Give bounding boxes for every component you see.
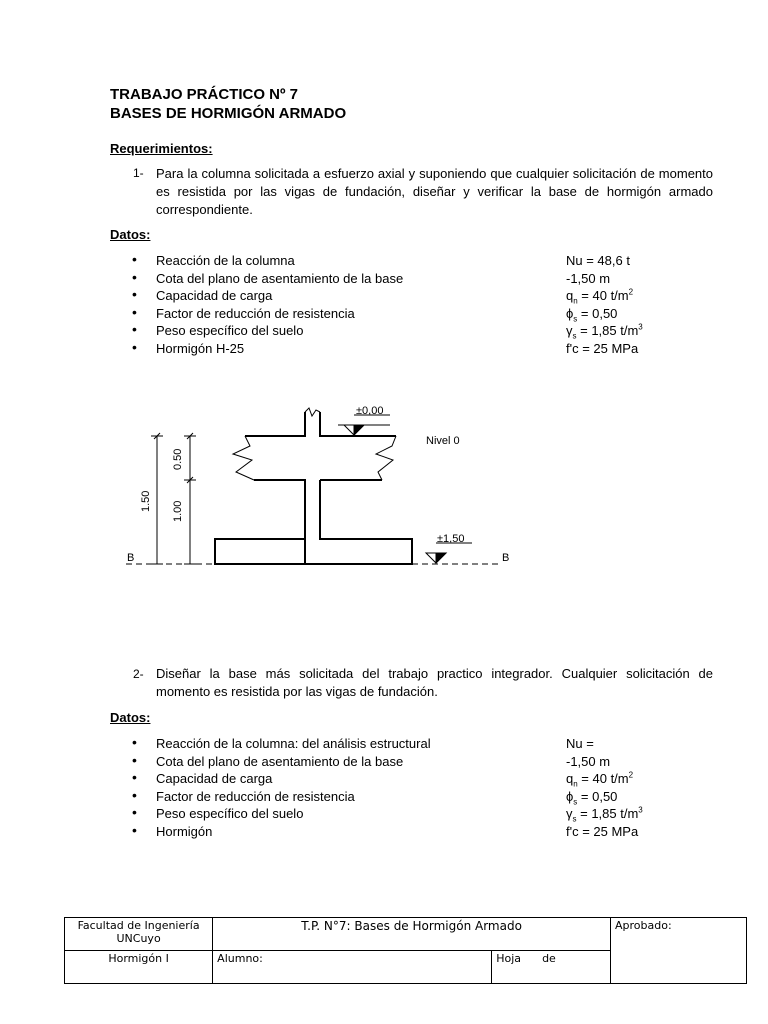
datos-label: Reacción de la columna: del análisis estructural: [156, 736, 431, 751]
bullet-icon: •: [132, 338, 137, 355]
datos-value: -1,50 m: [566, 270, 611, 286]
value-main: = 40 t/m: [577, 288, 629, 304]
datos-row: [110, 305, 730, 323]
course-cell: Hormigón I: [65, 951, 213, 984]
datos-label: Hormigón: [156, 823, 213, 839]
value-symbol: q: [566, 288, 574, 304]
requirement-2-text: Diseñar la base más solicitada del trabajo practico integrador. Cualquier solicitación de momento es resistida por las vigas de fundación.: [156, 666, 713, 699]
level-marker-top: [338, 415, 390, 435]
value-superscript: 2: [628, 287, 634, 297]
value-symbol: γ: [566, 323, 573, 339]
level-top-label: ±0,00: [356, 405, 384, 417]
dimension-total: 1.50: [140, 490, 152, 512]
value-main: = 1,85 t/m: [576, 323, 639, 339]
value-superscript: 3: [638, 806, 643, 816]
nivel-label: Nivel 0: [426, 435, 460, 447]
datos-label: Cota del plano de asentamiento de la base: [156, 753, 404, 769]
datos-label: Factor de reducción de resistencia: [156, 305, 355, 321]
requirements-heading: Requerimientos:: [110, 141, 213, 156]
bullet-icon: •: [132, 769, 137, 786]
document-title: TRABAJO PRÁCTICO Nº 7: [110, 86, 298, 103]
datos-row: [110, 340, 730, 358]
datos-1-heading: Datos:: [110, 227, 151, 242]
value-symbol: ϕ: [566, 788, 574, 804]
value-symbol: γ: [566, 806, 573, 822]
tp-title-cell: T.P. N°7: Bases de Hormigón Armado: [213, 918, 611, 951]
bullet-icon: •: [132, 751, 137, 768]
datos-2-list: [110, 735, 730, 841]
datos-row: [110, 322, 730, 340]
datos-label: Factor de reducción de resistencia: [156, 788, 355, 804]
bullet-icon: •: [132, 321, 137, 338]
value-subscript: s: [572, 331, 577, 341]
value-subscript: s: [572, 814, 577, 824]
bullet-icon: •: [132, 268, 137, 285]
faculty-cell: Facultad de Ingeniería UNCuyo: [65, 918, 213, 951]
section-b-left: B: [127, 552, 135, 564]
dimension-lower: 1.00: [172, 500, 184, 522]
value-symbol: q: [566, 771, 574, 787]
datos-label: Hormigón H-25: [156, 340, 245, 356]
value-subscript: s: [573, 314, 578, 324]
datos-1-list: [110, 252, 730, 358]
datos-row: [110, 735, 730, 753]
datos-row: [110, 753, 730, 771]
dimension-upper: 0.50: [172, 448, 184, 470]
value-main: = 0,50: [577, 788, 618, 804]
datos-value: [566, 770, 633, 788]
bullet-icon: •: [132, 821, 137, 838]
datos-value: -1,50 m: [566, 753, 611, 769]
datos-label: Peso específico del suelo: [156, 806, 304, 822]
datos-label: Cota del plano de asentamiento de la base: [156, 270, 404, 286]
value-superscript: 2: [628, 770, 634, 780]
hoja-cell: [492, 951, 611, 984]
datos-value: Nu = 48,6 t: [566, 253, 630, 268]
bullet-icon: •: [132, 286, 137, 303]
datos-label: Capacidad de carga: [156, 771, 273, 787]
value-symbol: ϕ: [566, 305, 574, 321]
document-subtitle: BASES DE HORMIGÓN ARMADO: [110, 105, 347, 122]
bullet-icon: •: [132, 734, 137, 750]
datos-row: [110, 805, 730, 823]
bullet-icon: •: [132, 786, 137, 803]
datos-label: Peso específico del suelo: [156, 323, 304, 339]
datos-label: Reacción de la columna: [156, 253, 295, 268]
datos-row: [110, 252, 730, 270]
bullet-icon: •: [132, 251, 137, 267]
aprobado-cell: Aprobado:: [610, 918, 746, 984]
value-subscript: n: [573, 296, 578, 306]
concrete-outline: [215, 408, 412, 564]
level-bottom-label: ±1,50: [437, 533, 465, 545]
bullet-icon: •: [132, 804, 137, 821]
section-b-right: B: [502, 552, 510, 564]
footer-title-block: [64, 917, 747, 984]
value-main: = 1,85 t/m: [576, 806, 639, 822]
datos-2-heading: Datos:: [110, 710, 151, 725]
datos-value: Nu =: [566, 736, 594, 751]
value-superscript: 3: [638, 323, 643, 333]
datos-value: [566, 805, 643, 823]
datos-row: [110, 823, 730, 841]
datos-value: [566, 788, 617, 806]
hoja-label: Hoja: [496, 952, 522, 965]
datos-row: [110, 788, 730, 806]
datos-row: [110, 770, 730, 788]
foundation-section-drawing: [0, 380, 768, 580]
value-main: = 40 t/m: [577, 771, 629, 787]
datos-value: f'c = 25 MPa: [566, 823, 639, 839]
datos-row: [110, 287, 730, 305]
datos-value: f'c = 25 MPa: [566, 340, 639, 356]
datos-value: [566, 322, 643, 340]
datos-value: [566, 305, 617, 323]
value-subscript: s: [573, 797, 578, 807]
value-main: = 0,50: [577, 305, 618, 321]
level-marker-bottom: [426, 543, 472, 563]
bullet-icon: •: [132, 303, 137, 320]
break-lines: [233, 436, 396, 480]
requirement-1-text: Para la columna solicitada a esfuerzo axial y suponiendo que cualquier solicitación de momento es resistida por las vigas de fundación, diseñar y verificar la base de hormigón armado correspondiente.: [156, 166, 713, 217]
de-label: de: [542, 952, 556, 965]
datos-label: Capacidad de carga: [156, 288, 273, 304]
requirement-1-number: 1-: [133, 166, 144, 180]
requirement-2-number: 2-: [133, 667, 144, 681]
datos-value: [566, 287, 633, 305]
value-subscript: n: [573, 779, 578, 789]
datos-row: [110, 270, 730, 288]
alumno-cell: Alumno:: [213, 951, 492, 984]
